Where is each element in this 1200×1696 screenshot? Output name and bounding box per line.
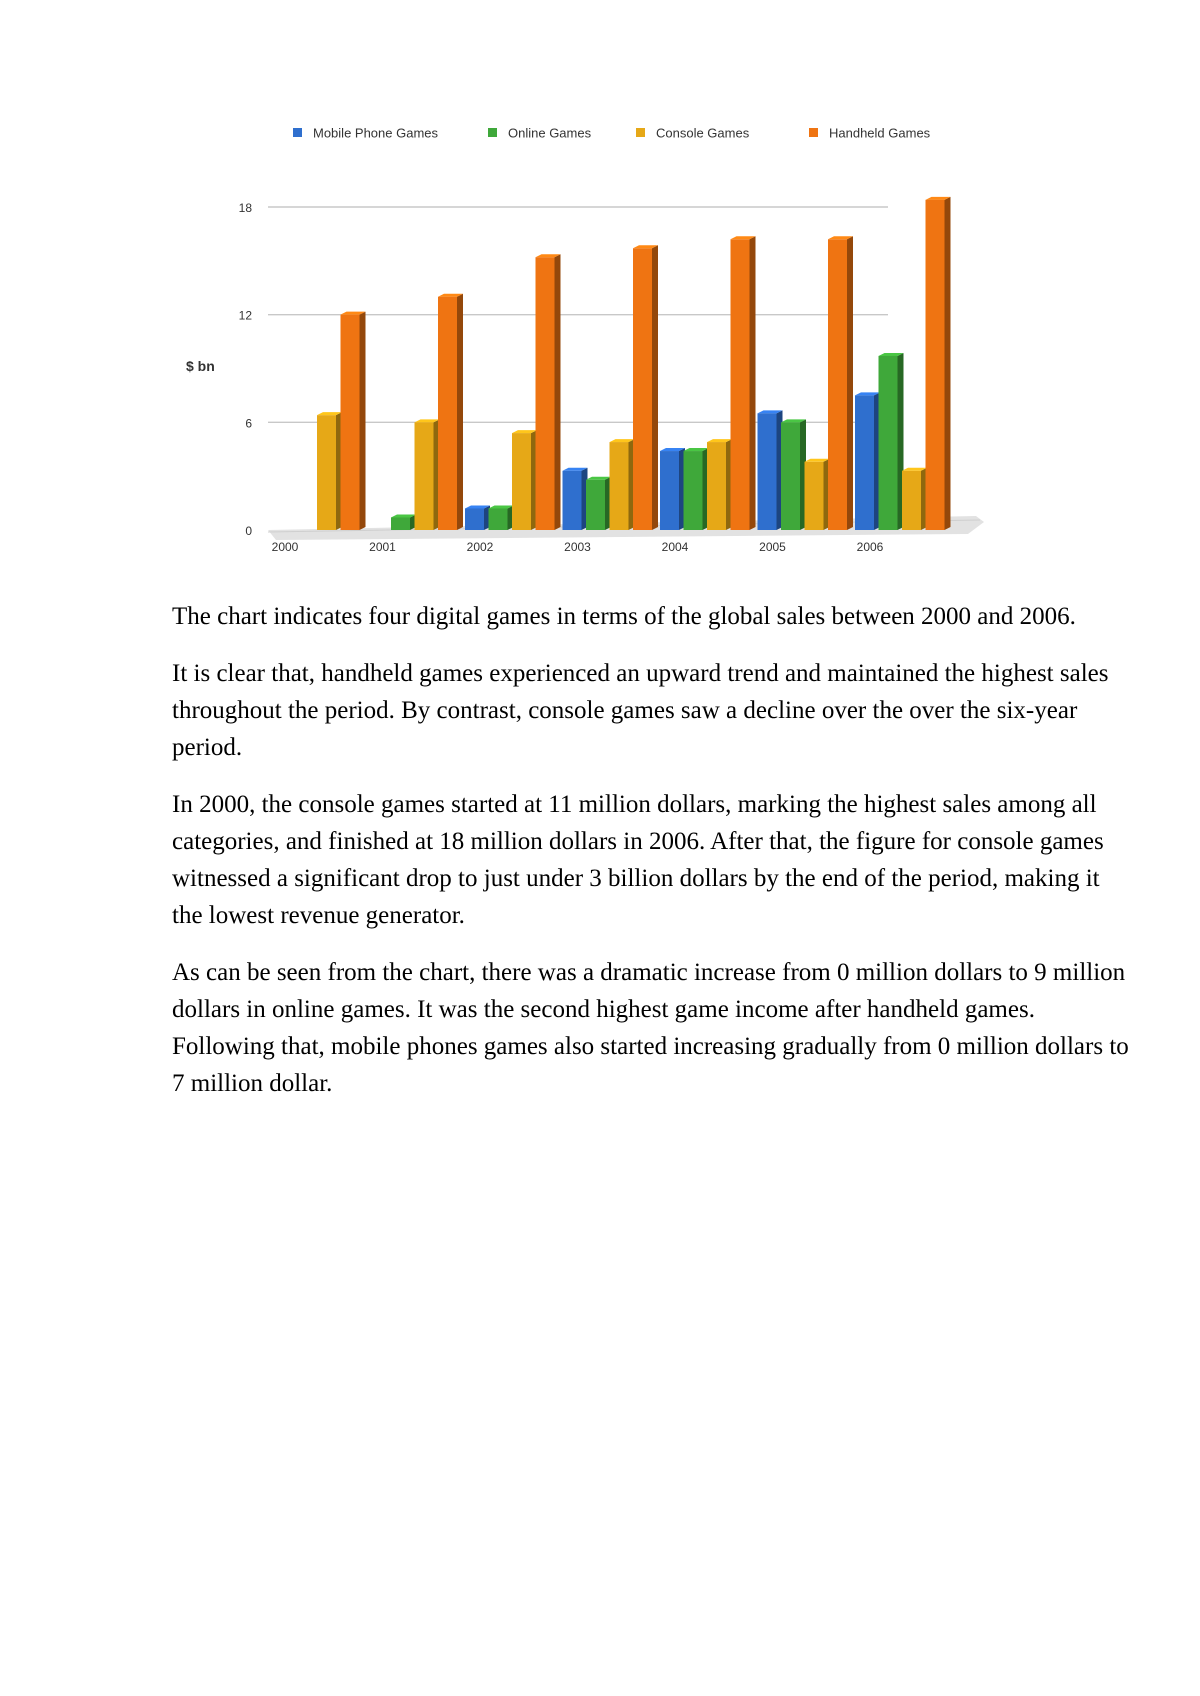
bar	[563, 471, 582, 530]
bar-side	[360, 312, 366, 530]
legend-swatch	[636, 128, 645, 137]
x-tick-label: 2003	[564, 540, 591, 554]
bar-chart	[0, 0, 1200, 580]
x-tick-label: 2006	[856, 540, 884, 554]
legend-label: Handheld Games	[829, 125, 931, 141]
chart-legend	[293, 126, 931, 141]
essay-paragraph-3: In 2000, the console games started at 11 million dollars, marking the highest sales among all categories, and finished at 18 million dollars in 2006. After that, the figure for console games witnessed a significant drop to just under 3 billion dollars by the end of the period, making it the lowest revenue generator.	[172, 791, 1104, 929]
bar	[828, 239, 847, 530]
y-axis-ticks	[239, 201, 253, 538]
bar	[684, 451, 703, 530]
bar	[926, 200, 945, 530]
y-axis-label: $ bn	[186, 358, 215, 374]
x-tick-label: 2005	[759, 540, 786, 554]
essay-paragraph-2: It is clear that, handheld games experienced an upward trend and maintained the highest sales throughout the period. By contrast, console games saw a decline over the over the six-year period.	[172, 660, 1109, 761]
x-tick-label: 2000	[271, 540, 299, 554]
essay	[172, 598, 1132, 1122]
y-tick-label: 0	[245, 524, 252, 538]
bar	[438, 297, 457, 530]
y-tick-label: 12	[238, 308, 252, 323]
bar	[660, 451, 679, 530]
bar	[489, 508, 508, 530]
x-axis-ticks	[272, 540, 884, 554]
bar	[415, 422, 434, 530]
y-tick-label: 18	[238, 201, 252, 215]
x-tick-label: 2002	[466, 540, 494, 554]
legend-label: Console Games	[656, 125, 750, 141]
bar	[391, 517, 410, 530]
bar-side	[652, 245, 658, 530]
bar	[758, 413, 777, 530]
bar	[465, 508, 484, 530]
bar	[341, 315, 360, 530]
essay-paragraph-1: The chart indicates four digital games in terms of the global sales between 2000 and 2006.	[172, 603, 1076, 630]
bar	[902, 471, 921, 530]
bar	[586, 480, 605, 530]
legend-label: Online Games	[508, 125, 592, 141]
bar	[610, 442, 629, 530]
essay-paragraph-4: As can be seen from the chart, there was a dramatic increase from 0 million dollars to 9 million dollars in online games. It was the second highest game income after handheld games. Following that, mobile phones games also started increasing gradually from 0 million dollars to 7 million dollar.	[172, 959, 1129, 1097]
legend-swatch	[293, 128, 302, 137]
bar	[512, 433, 531, 530]
legend-label: Mobile Phone Games	[313, 125, 439, 141]
bar-side	[945, 197, 951, 530]
chart-bars	[317, 197, 951, 530]
bar	[781, 422, 800, 530]
x-tick-label: 2001	[369, 540, 396, 554]
bar	[855, 395, 874, 530]
legend-swatch	[488, 128, 497, 137]
bar	[805, 462, 824, 530]
bar	[707, 442, 726, 530]
legend-swatch	[809, 128, 818, 137]
bar	[317, 415, 336, 530]
y-tick-label: 6	[245, 416, 252, 431]
x-tick-label: 2004	[661, 540, 689, 554]
bar	[536, 257, 555, 530]
bar	[731, 239, 750, 530]
bar-side	[555, 254, 561, 530]
bar-side	[457, 294, 463, 530]
bar	[879, 356, 898, 530]
bar-side	[847, 236, 853, 530]
bar	[633, 248, 652, 530]
bar-side	[750, 236, 756, 530]
